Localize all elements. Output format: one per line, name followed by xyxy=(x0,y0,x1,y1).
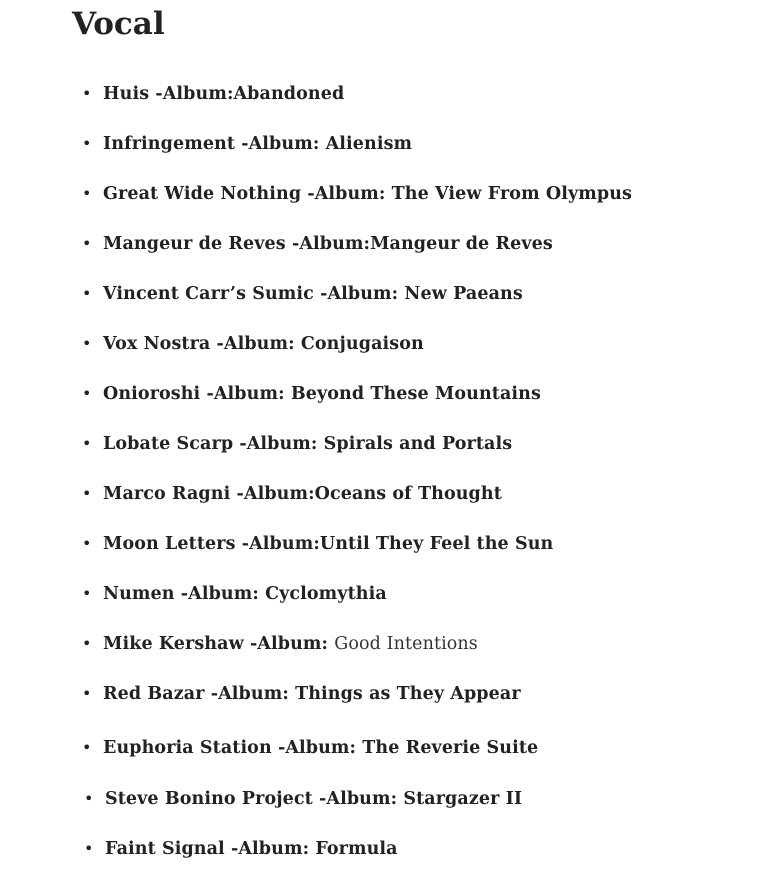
list-item xyxy=(84,837,398,861)
album-title: -Album: Stargazer II xyxy=(319,789,523,809)
artist-name: Infringement xyxy=(103,134,236,154)
artist-name: Mike Kershaw xyxy=(103,634,244,654)
list-item xyxy=(82,82,344,106)
artist-name: Numen xyxy=(103,584,175,604)
bullet: • xyxy=(82,634,92,653)
artist-name: Onioroshi xyxy=(103,384,201,404)
artist-name: Euphoria Station xyxy=(103,738,272,758)
bullet: • xyxy=(82,584,92,603)
list-item xyxy=(82,432,512,456)
album-title: -Album: Formula xyxy=(231,839,398,859)
album-title: -Album: Things as They Appear xyxy=(210,684,521,704)
album-title: -Album:Abandoned xyxy=(155,84,345,104)
bullet: • xyxy=(82,384,92,403)
artist-name: Huis xyxy=(103,84,150,104)
bullet: • xyxy=(82,284,92,303)
bullet: • xyxy=(82,334,92,353)
list-item xyxy=(82,232,553,256)
list-item xyxy=(82,632,478,656)
bullet: • xyxy=(84,789,94,808)
list-item xyxy=(82,582,387,606)
album-title: -Album: Conjugaison xyxy=(216,334,424,354)
artist-name: Faint Signal xyxy=(105,839,225,859)
list-item xyxy=(84,787,522,811)
section-heading: Vocal xyxy=(72,6,165,42)
artist-name: Lobate Scarp xyxy=(103,434,234,454)
list-item xyxy=(82,282,523,306)
list-item xyxy=(82,682,521,706)
list-item xyxy=(82,482,502,506)
artist-name: Mangeur de Reves xyxy=(103,234,286,254)
bullet: • xyxy=(82,184,92,203)
album-title: -Album: Alienism xyxy=(241,134,413,154)
artist-name: Vox Nostra xyxy=(103,334,211,354)
album-title: -Album: The View From Olympus xyxy=(307,184,632,204)
list-item xyxy=(82,736,538,760)
album-title: -Album: Spirals and Portals xyxy=(239,434,513,454)
artist-name: Red Bazar xyxy=(103,684,205,704)
album-title-regular: Good Intentions xyxy=(334,634,478,654)
list-item xyxy=(82,332,424,356)
artist-name: Moon Letters xyxy=(103,534,236,554)
album-title: -Album:Mangeur de Reves xyxy=(291,234,553,254)
artist-name: Vincent Carr’s Sumic xyxy=(103,284,314,304)
bullet: • xyxy=(82,534,92,553)
bullet: • xyxy=(82,134,92,153)
album-title: -Album: The Reverie Suite xyxy=(277,738,539,758)
bullet: • xyxy=(82,84,92,103)
list-item xyxy=(82,382,541,406)
bullet: • xyxy=(82,484,92,503)
album-title: -Album:Oceans of Thought xyxy=(236,484,502,504)
album-title: -Album: Cyclomythia xyxy=(180,584,387,604)
bullet: • xyxy=(84,839,94,858)
album-title: -Album: xyxy=(249,634,329,654)
artist-name: Great Wide Nothing xyxy=(103,184,302,204)
list-item xyxy=(82,132,412,156)
album-title: -Album: Beyond These Mountains xyxy=(206,384,541,404)
bullet: • xyxy=(82,434,92,453)
list-item xyxy=(82,532,553,556)
list-item xyxy=(82,182,632,206)
album-title: -Album: New Paeans xyxy=(320,284,523,304)
bullet: • xyxy=(82,738,92,757)
album-title: -Album:Until They Feel the Sun xyxy=(241,534,554,554)
bullet: • xyxy=(82,684,92,703)
artist-name: Marco Ragni xyxy=(103,484,231,504)
artist-name: Steve Bonino Project xyxy=(105,789,313,809)
bullet: • xyxy=(82,234,92,253)
